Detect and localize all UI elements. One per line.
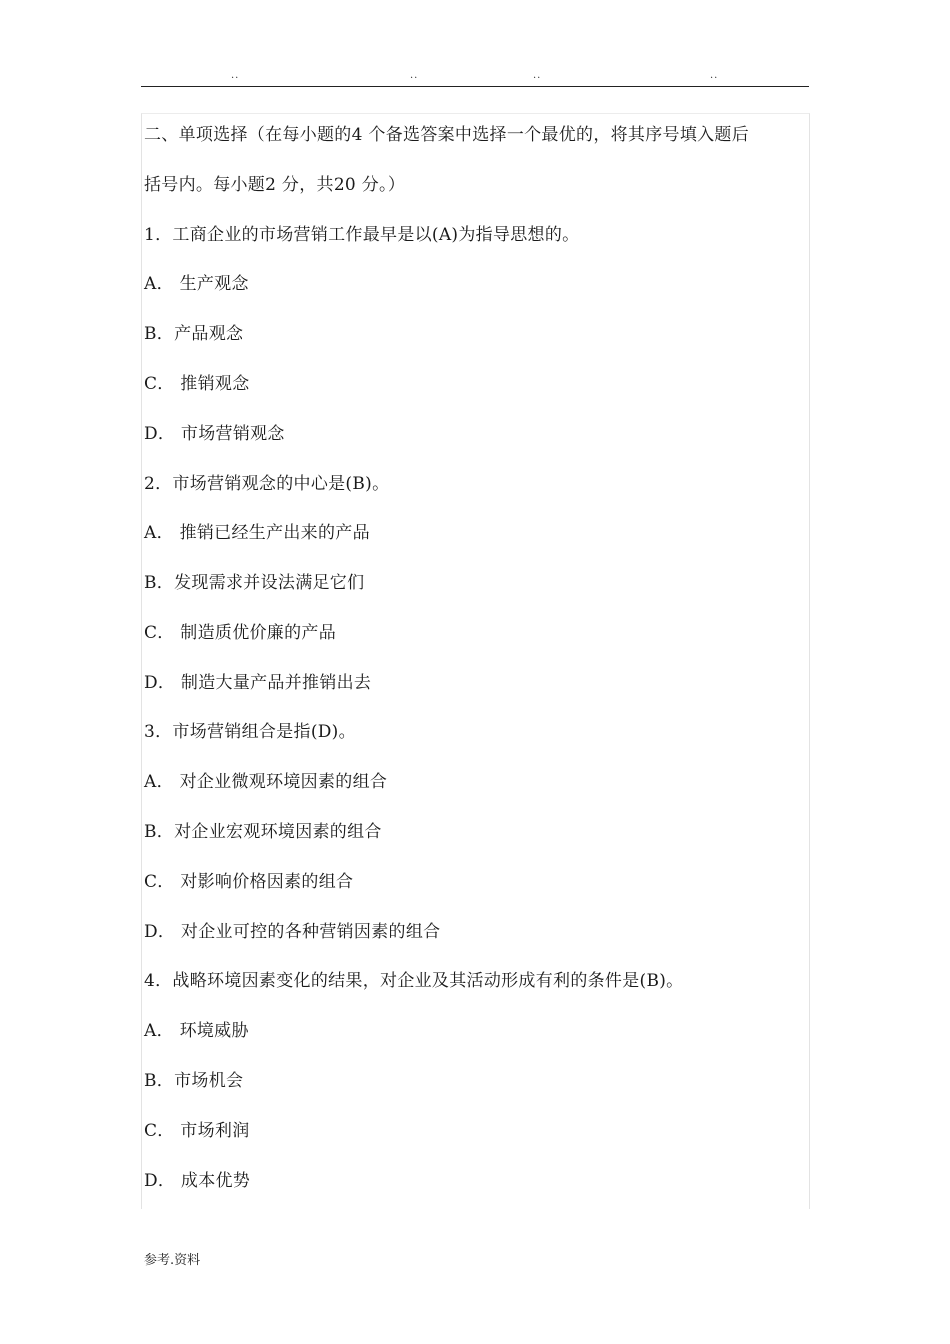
question-2-option-c: C． 制造质优价廉的产品 (144, 623, 337, 643)
header-mark: .. (231, 70, 240, 81)
question-3-option-a: A． 对企业微观环境因素的组合 (144, 772, 388, 792)
question-1-option-a: A． 生产观念 (144, 274, 249, 294)
page-footer: 参考.资料 (144, 1253, 201, 1268)
question-4-stem: 4．战略环境因素变化的结果，对企业及其活动形成有利的条件是(B)。 (144, 971, 684, 991)
question-4-option-d: D． 成本优势 (144, 1171, 251, 1191)
section-title-line-1: 二、单项选择（在每小题的4 个备选答案中选择一个最优的，将其序号填入题后 (144, 125, 750, 145)
question-3-option-c: C． 对影响价格因素的组合 (144, 872, 354, 892)
question-2-option-b: B．发现需求并设法满足它们 (144, 573, 365, 593)
question-3-stem: 3．市场营销组合是指(D)。 (144, 722, 356, 742)
question-4-option-b: B．市场机会 (144, 1071, 244, 1091)
question-1-option-c: C． 推销观念 (144, 374, 250, 394)
question-3-option-b: B．对企业宏观环境因素的组合 (144, 822, 382, 842)
question-2-stem: 2．市场营销观念的中心是(B)。 (144, 474, 390, 494)
question-1-option-b: B．产品观念 (144, 324, 244, 344)
question-4-option-c: C． 市场利润 (144, 1121, 250, 1141)
question-2-option-d: D． 制造大量产品并推销出去 (144, 673, 372, 693)
section-title-line-2: 括号内。每小题2 分，共20 分。） (144, 175, 406, 195)
header-mark: .. (410, 70, 419, 81)
header-mark: .. (533, 70, 542, 81)
question-1-stem: 1．工商企业的市场营销工作最早是以(A)为指导思想的。 (144, 225, 580, 245)
question-3-option-d: D． 对企业可控的各种营销因素的组合 (144, 922, 441, 942)
question-1-option-d: D． 市场营销观念 (144, 424, 285, 444)
question-2-option-a: A． 推销已经生产出来的产品 (144, 523, 370, 543)
question-4-option-a: A． 环境威胁 (144, 1021, 249, 1041)
header-divider (141, 86, 809, 87)
header-mark: .. (710, 70, 719, 81)
page-header-marks (0, 70, 950, 86)
